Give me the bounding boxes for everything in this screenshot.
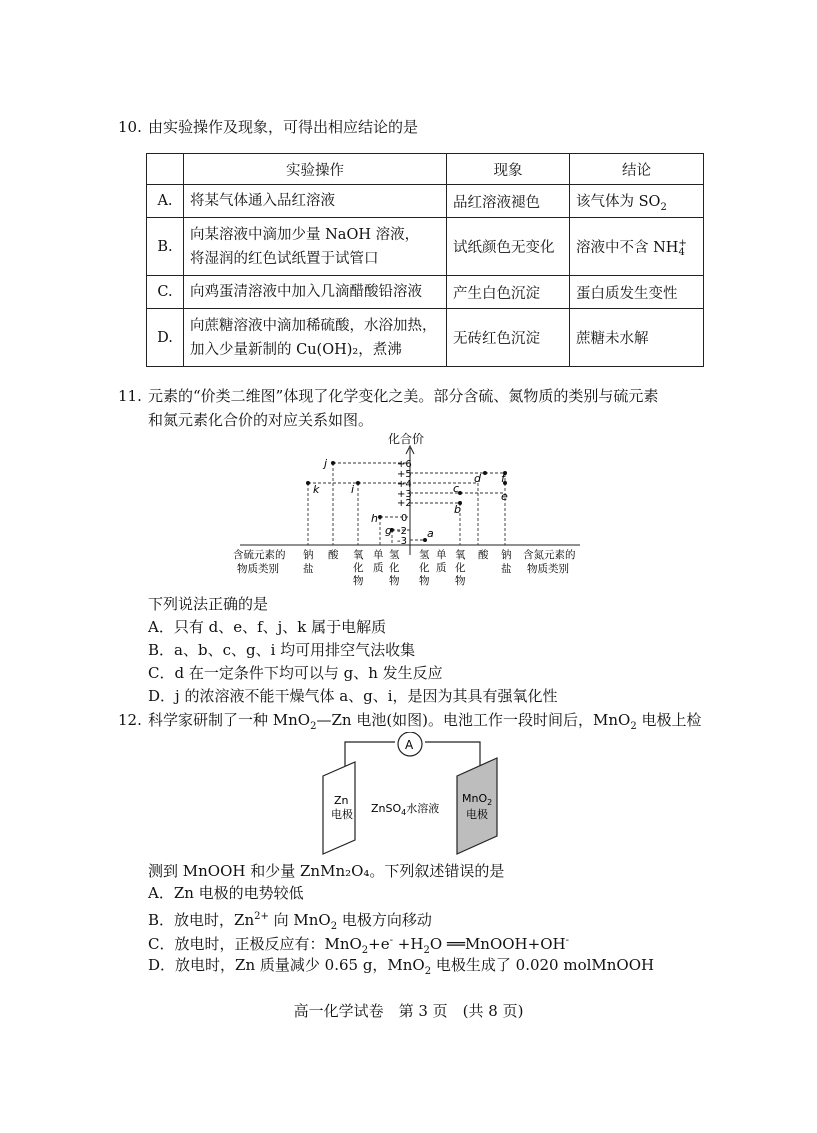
tick-label: +6 xyxy=(397,459,412,470)
label-e: e xyxy=(501,490,508,503)
mno2-label: MnO$_2$ xyxy=(462,792,493,807)
label-k: k xyxy=(313,483,320,496)
q11-option-a: A．只有 d、e、f、j、k 属于电解质 xyxy=(148,618,387,636)
q11-sub-stem: 下列说法正确的是 xyxy=(148,595,269,613)
row-phenomenon: 无砖红色沉淀 xyxy=(447,309,570,367)
tick-label: -3 xyxy=(397,536,407,547)
label-a: a xyxy=(427,527,434,540)
svg-text:单: 单 xyxy=(436,549,447,561)
row-label: D. xyxy=(147,309,184,367)
svg-text:物: 物 xyxy=(389,575,400,587)
right-axis-label: 含氮元素的 xyxy=(523,549,576,561)
tick-label: -2 xyxy=(397,526,407,537)
svg-text:质: 质 xyxy=(373,562,384,574)
valence-class-diagram xyxy=(225,430,595,588)
q11-option-d: D．j 的浓溶液不能干燥气体 a、g、i，是因为其具有强氧化性 xyxy=(148,687,558,705)
svg-text:酸: 酸 xyxy=(478,549,489,561)
row-operation: 向蔗糖溶液中滴加稀硫酸，水浴加热， 加入少量新制的 Cu(OH)₂，煮沸 xyxy=(184,309,447,367)
svg-text:单: 单 xyxy=(373,549,384,561)
point-k xyxy=(306,481,310,485)
point-h xyxy=(378,515,382,519)
q10-number: 10. xyxy=(118,118,142,136)
header-phenomenon: 现象 xyxy=(447,154,570,185)
battery-diagram xyxy=(315,732,505,856)
svg-text:盐: 盐 xyxy=(303,563,314,575)
svg-text:物: 物 xyxy=(419,575,430,587)
row-conclusion: 蛋白质发生变性 xyxy=(570,276,704,309)
svg-text:氢: 氢 xyxy=(419,549,430,561)
y-axis-title: 化合价 xyxy=(388,432,425,446)
q11-stem-1: 元素的“价类二维图”体现了化学变化之美。部分含硫、氮物质的类别与硫元素 xyxy=(148,387,659,405)
row-phenomenon: 产生白色沉淀 xyxy=(447,276,570,309)
svg-text:氧: 氧 xyxy=(455,549,466,561)
wire-right xyxy=(425,742,480,770)
table-header-row xyxy=(147,154,704,185)
row-label: B. xyxy=(147,218,184,276)
table-row xyxy=(147,309,704,367)
svg-text:物: 物 xyxy=(455,575,466,587)
row-conclusion: 蔗糖未水解 xyxy=(570,309,704,367)
svg-text:盐: 盐 xyxy=(501,563,512,575)
q11-stem-line xyxy=(118,384,658,408)
q12-stem-2: 测到 MnOOH 和少量 ZnMn₂O₄。下列叙述错误的是 xyxy=(148,862,505,880)
zn-label: Zn xyxy=(334,794,349,807)
point-i xyxy=(356,481,360,485)
label-b: b xyxy=(454,503,461,516)
svg-text:氢: 氢 xyxy=(389,549,400,561)
label-d: d xyxy=(474,472,481,485)
svg-text:物: 物 xyxy=(353,575,364,587)
q12-number: 12. xyxy=(118,711,142,729)
tick-label: +3 xyxy=(397,489,412,500)
svg-text:化: 化 xyxy=(455,562,466,574)
q12-stem-line: 12. 科学家研制了一种 MnO$_2$—Zn 电池(如图)。电池工作一段时间后，MnO$_2$ 电极上检 xyxy=(118,708,702,739)
point-j xyxy=(331,461,335,465)
svg-text:质: 质 xyxy=(436,562,447,574)
svg-text:化: 化 xyxy=(353,562,364,574)
label-c: c xyxy=(453,482,460,495)
table-row xyxy=(147,185,704,218)
zn-label: 电极 xyxy=(331,808,353,821)
svg-text:酸: 酸 xyxy=(328,549,339,561)
q10-table xyxy=(146,153,704,367)
mno2-label: 电极 xyxy=(466,808,488,821)
label-h: h xyxy=(371,512,378,525)
ammeter-label: A xyxy=(405,738,414,752)
q11-number: 11. xyxy=(118,387,142,405)
point-d xyxy=(483,471,487,475)
q12-option-a: A．Zn 电极的电势较低 xyxy=(148,884,304,902)
q11-option-c: C．d 在一定条件下均可以与 g、h 发生反应 xyxy=(148,664,443,682)
row-label: A. xyxy=(147,185,184,218)
page-footer: 高一化学试卷 第 3 页 (共 8 页) xyxy=(293,1002,524,1020)
electrolyte-label: ZnSO$_4$水溶液 xyxy=(371,802,440,817)
q10-stem-line xyxy=(118,115,418,139)
q12-option-b: B．放电时，$Zn^{2+}$ 向 MnO$_2$ 电极方向移动 xyxy=(148,911,432,932)
tick-label: +4 xyxy=(397,479,412,490)
table-row xyxy=(147,218,704,276)
svg-text:钠: 钠 xyxy=(303,549,314,561)
q11-option-b: B．a、b、c、g、i 均可用排空气法收集 xyxy=(148,641,416,659)
q12-option-c: C．放电时，正极反应有：$MnO_2+e^- +H_2O$ ══MnOOH+OH- xyxy=(148,935,569,956)
header-conclusion: 结论 xyxy=(570,154,704,185)
q12-option-d: D．放电时，Zn 质量减少 0.65 g，MnO$_2$ 电极生成了 0.020 molMnOOH xyxy=(148,956,655,977)
tick-label: +2 xyxy=(397,498,412,509)
row-operation: 向鸡蛋清溶液中加入几滴醋酸铅溶液 xyxy=(184,276,447,309)
row-phenomenon: 试纸颜色无变化 xyxy=(447,218,570,276)
q10-stem: 由实验操作及现象，可得出相应结论的是 xyxy=(148,118,419,136)
row-phenomenon: 品红溶液褪色 xyxy=(447,185,570,218)
label-f: f xyxy=(501,472,505,485)
left-axis-label: 含硫元素的 xyxy=(233,549,286,561)
row-conclusion: 该气体为 $SO_2$ xyxy=(570,185,704,218)
svg-text:化: 化 xyxy=(419,562,430,574)
table-row xyxy=(147,276,704,309)
tick-label: +5 xyxy=(397,469,412,480)
row-label: C. xyxy=(147,276,184,309)
tick-label: 0 xyxy=(401,513,408,524)
left-axis-label: 物质类别 xyxy=(237,563,279,575)
row-operation: 向某溶液中滴加少量 NaOH 溶液， 将湿润的红色试纸置于试管口 xyxy=(184,218,447,276)
q11-stem-2: 和氮元素化合价的对应关系如图。 xyxy=(148,411,374,429)
svg-text:氧: 氧 xyxy=(353,549,364,561)
right-axis-label: 物质类别 xyxy=(527,563,569,575)
label-g: g xyxy=(385,524,392,537)
label-j: j xyxy=(324,457,328,470)
header-operation: 实验操作 xyxy=(184,154,447,185)
svg-text:钠: 钠 xyxy=(501,549,512,561)
category-labels xyxy=(233,548,576,587)
header-blank xyxy=(147,154,184,185)
row-operation: 将某气体通入品红溶液 xyxy=(184,185,447,218)
svg-text:化: 化 xyxy=(389,562,400,574)
label-i: i xyxy=(351,483,355,496)
row-conclusion: 溶液中不含 NH+ 4 xyxy=(570,218,704,276)
